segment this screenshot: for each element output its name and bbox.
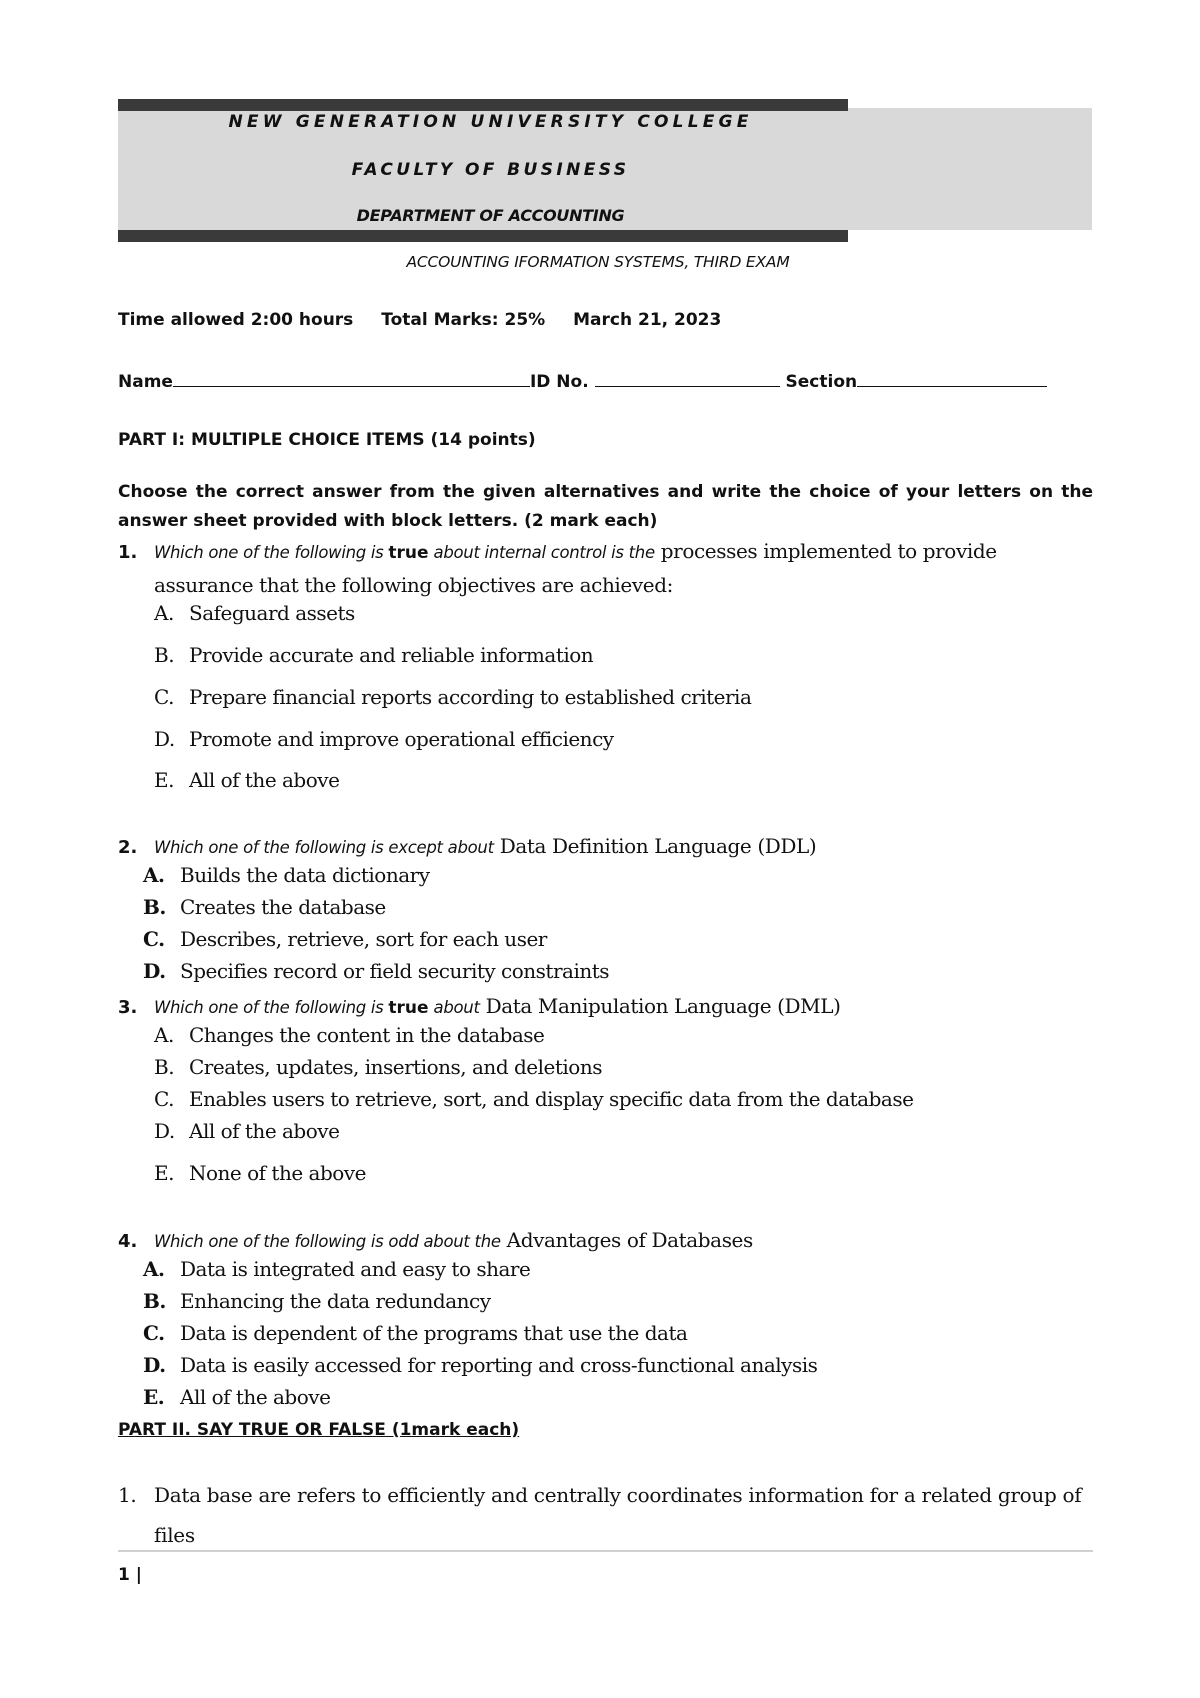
option-3e: E. None of the above (154, 1161, 366, 1185)
question-1: 1. Which one of the following is true about internal control is the processes implemented to provide assurance that the following objectives are achieved: (118, 539, 997, 597)
option-4e: E. All of the above (143, 1385, 331, 1409)
name-blank[interactable] (173, 370, 530, 387)
student-info-line (118, 370, 1093, 392)
option-2c: C. Describes, retrieve, sort for each user (143, 927, 547, 951)
option-4d: D. Data is easily accessed for reporting and cross-functional analysis (143, 1353, 818, 1377)
option-3a: A. Changes the content in the database (154, 1023, 545, 1047)
option-3d: D. All of the above (154, 1119, 340, 1143)
true-false-item-1: 1. Data base are refers to efficiently and centrally coordinates information for a related group of files (118, 1483, 1082, 1547)
part1-instructions: Choose the correct answer from the given alternatives and write the choice of your letters on the answer sheet provided with block letters. (2 mark each) (118, 482, 1093, 531)
option-1a: A. Safeguard assets (154, 601, 355, 625)
total-marks: Total Marks: 25% (381, 310, 546, 330)
option-4c: C. Data is dependent of the programs that use the data (143, 1321, 688, 1345)
id-blank[interactable] (595, 370, 780, 387)
department-name: DEPARTMENT OF ACCOUNTING (356, 206, 625, 225)
exam-meta (118, 310, 743, 330)
page-number: 1 | (118, 1565, 142, 1585)
question-number: 3. (118, 997, 138, 1018)
option-2b: B. Creates the database (143, 895, 386, 919)
part2-heading: PART II. SAY TRUE OR FALSE (1mark each) (118, 1420, 520, 1440)
option-1d: D. Promote and improve operational efficiency (154, 727, 614, 751)
banner-top-bar (118, 99, 848, 111)
time-allowed: Time allowed 2:00 hours (118, 310, 354, 330)
question-3: 3. Which one of the following is true about Data Manipulation Language (DML) (118, 990, 1093, 1024)
question-4: 4. Which one of the following is odd about the Advantages of Databases (118, 1224, 1093, 1258)
university-name: NEW GENERATION UNIVERSITY COLLEGE (228, 112, 753, 132)
footer-divider (118, 1550, 1093, 1552)
question-number: 2. (118, 837, 138, 858)
part1-heading: PART I: MULTIPLE CHOICE ITEMS (14 points) (118, 430, 536, 450)
option-1b: B. Provide accurate and reliable information (154, 643, 594, 667)
option-3c: C. Enables users to retrieve, sort, and display specific data from the database (154, 1087, 914, 1111)
name-label: Name (118, 372, 173, 392)
option-1c: C. Prepare financial reports according to established criteria (154, 685, 752, 709)
option-4a: A. Data is integrated and easy to share (143, 1257, 531, 1281)
section-label: Section (785, 372, 858, 392)
option-3b: B. Creates, updates, insertions, and deletions (154, 1055, 602, 1079)
option-1e: E. All of the above (154, 768, 340, 792)
question-2: 2. Which one of the following is except about Data Definition Language (DDL) (118, 830, 1093, 864)
faculty-name: FACULTY OF BUSINESS (351, 160, 630, 180)
option-2a: A. Builds the data dictionary (143, 863, 430, 887)
option-2d: D. Specifies record or field security constraints (143, 959, 610, 983)
question-number: 4. (118, 1231, 138, 1252)
banner-bottom-bar (118, 230, 848, 242)
question-number: 1. (118, 542, 138, 563)
id-label: ID No. (529, 372, 589, 392)
exam-date: March 21, 2023 (573, 310, 722, 330)
section-blank[interactable] (857, 370, 1047, 387)
exam-title: ACCOUNTING IFORMATION SYSTEMS, THIRD EXAM (406, 253, 790, 271)
option-4b: B. Enhancing the data redundancy (143, 1289, 491, 1313)
